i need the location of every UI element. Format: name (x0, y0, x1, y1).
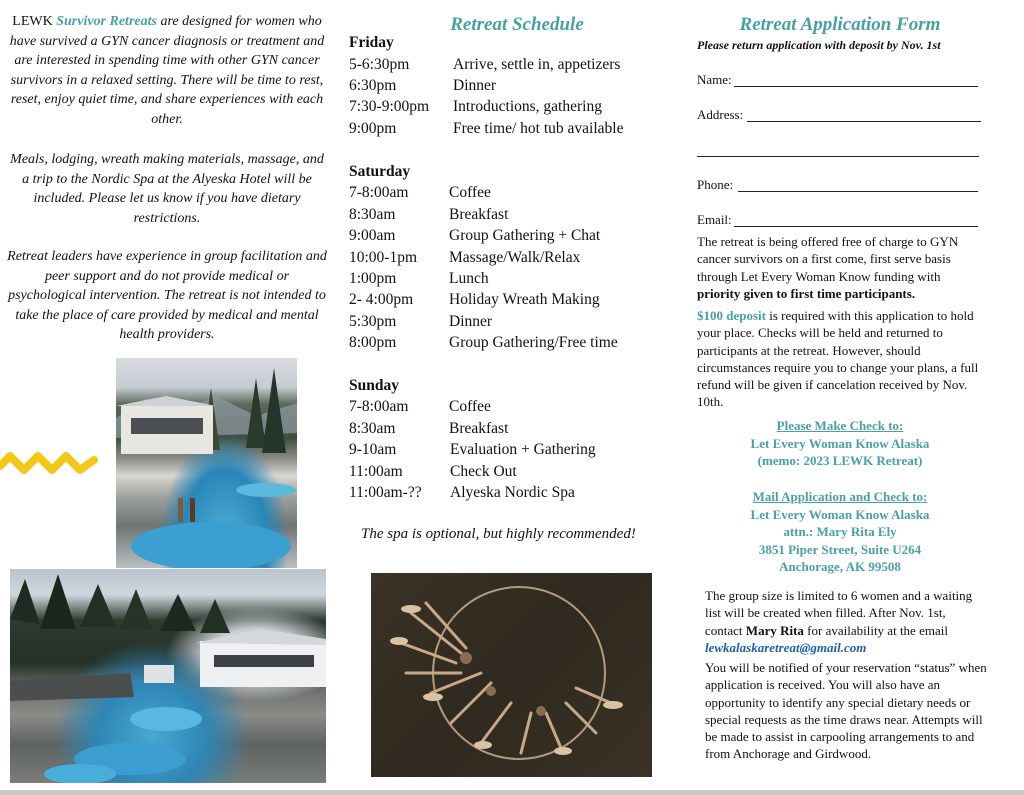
schedule-row (349, 120, 624, 138)
email-field[interactable] (734, 226, 978, 227)
schedule-time: 2- 4:00pm (349, 291, 414, 308)
group-size-paragraph (705, 587, 985, 656)
mail-heading: Mail Application and Check to: (752, 489, 928, 504)
schedule-row (349, 334, 618, 352)
schedule-activity: Holiday Wreath Making (449, 291, 600, 308)
schedule-time: 7-8:00am (349, 184, 409, 201)
spa-note: The spa is optional, but highly recommended! (361, 526, 636, 542)
schedule-row (349, 484, 575, 502)
schedule-time: 11:00am-?? (349, 484, 422, 501)
deposit-label: $100 deposit (697, 308, 766, 323)
intro-text: are designed for women who have survived a GYN cancer diagnosis or treatment and are interested in spending time with other GYN cancer survivors in a relaxed setting. There will be time to rest, reset, enjoy quiet time, and share experiences with each other. (9, 14, 325, 127)
schedule-activity: Arrive, settle in, appetizers (453, 56, 621, 73)
contact-email-link[interactable]: lewkalaskaretreat@gmail.com (705, 639, 867, 655)
address-field-line2[interactable] (697, 156, 979, 157)
schedule-activity: Introductions, gathering (453, 98, 602, 115)
leaders-paragraph: Retreat leaders have experience in group facilitation and peer support and do not provide medical or psychological intervention. The retreat is not intended to take the place of care provided by medical and mental health providers. (7, 249, 327, 342)
schedule-row (349, 56, 621, 74)
name-field[interactable] (734, 86, 978, 87)
schedule-activity: Breakfast (449, 206, 509, 223)
day-heading-sunday: Sunday (349, 377, 399, 394)
schedule-activity: Coffee (449, 398, 491, 415)
check-block (697, 417, 983, 470)
schedule-time: 9:00pm (349, 120, 397, 137)
schedule-activity: Massage/Walk/Relax (449, 249, 581, 266)
mail-attn: attn.: Mary Rita Ely (783, 524, 897, 539)
schedule-row (349, 441, 596, 459)
nordic-spa-pools-photo (10, 569, 326, 783)
schedule-row (349, 227, 601, 245)
form-subtitle: Please return application with deposit by Nov. 1st (697, 38, 941, 52)
schedule-time: 5-6:30pm (349, 56, 410, 73)
schedule-time: 7-8:00am (349, 398, 409, 415)
email-field-label: Email: (697, 212, 732, 227)
schedule-time: 9-10am (349, 441, 397, 458)
schedule-activity: Coffee (449, 184, 491, 201)
schedule-activity: Group Gathering/Free time (449, 334, 618, 351)
schedule-time: 9:00am (349, 227, 396, 244)
schedule-row (349, 291, 600, 309)
schedule-row (349, 98, 602, 116)
intro-lead: LEWK (12, 14, 57, 29)
mail-street: 3851 Piper Street, Suite U264 (758, 541, 922, 557)
brand-name: Survivor Retreats (56, 14, 157, 29)
schedule-activity: Alyeska Nordic Spa (450, 484, 575, 501)
group-text-end: for availability at the email (803, 622, 948, 638)
schedule-time: 6:30pm (349, 77, 397, 94)
schedule-row (349, 206, 509, 224)
schedule-time: 8:30am (349, 420, 396, 437)
schedule-time: 8:00pm (349, 334, 397, 351)
mail-block (697, 488, 983, 576)
schedule-time: 5:30pm (349, 313, 397, 330)
deposit-text: is required with this application to hold your place. Checks will be held and returned to participants at the retreat. However, should circumstances require you to change your plans, a full refund will be given if cancelation received by Nov. 10th. (697, 308, 979, 410)
contact-name: Mary Rita (745, 622, 804, 638)
schedule-time: 7:30-9:00pm (349, 98, 430, 115)
schedule-row (349, 420, 509, 438)
schedule-time: 11:00am (349, 463, 403, 480)
schedule-row (349, 184, 491, 202)
intro-paragraph (6, 12, 328, 129)
schedule-activity: Group Gathering + Chat (449, 227, 601, 244)
phone-field-label: Phone: (697, 177, 734, 192)
deposit-paragraph (697, 307, 981, 411)
free-charge-text: The retreat is being offered free of charge to GYN cancer survivors on a first come, first serve basis through Let Every Woman Know funding with (697, 234, 959, 284)
check-payee: Let Every Woman Know Alaska (750, 435, 930, 451)
name-field-label: Name: (697, 72, 732, 87)
address-field-label: Address: (697, 107, 744, 122)
schedule-row (349, 398, 491, 416)
schedule-activity: Lunch (449, 270, 489, 287)
address-field[interactable] (747, 121, 981, 122)
group-text: The group size is limited to 6 women and a waiting list will be created when filled. After Nov. 1st, contact (705, 588, 973, 638)
priority-text: priority given to first time participants. (697, 285, 916, 301)
check-memo: (memo: 2023 LEWK Retreat) (757, 453, 923, 468)
schedule-activity: Dinner (453, 77, 497, 94)
notify-paragraph: You will be notified of your reservation “status” when application is received. You will also have an opportunity to identify any special dietary needs or special requests as the time draws near. Attempts will be made to assist in carpooling arrangements to and from Anchorage and Girdwood. (705, 660, 987, 762)
schedule-row (349, 77, 497, 95)
schedule-row (349, 463, 517, 481)
schedule-activity: Dinner (449, 313, 493, 330)
schedule-time: 8:30am (349, 206, 396, 223)
form-title: Retreat Application Form (739, 14, 941, 35)
mail-city: Anchorage, AK 99508 (779, 559, 901, 574)
schedule-activity: Check Out (450, 463, 517, 480)
schedule-title: Retreat Schedule (450, 14, 584, 35)
schedule-row (349, 270, 489, 288)
nordic-spa-photo (116, 358, 297, 568)
schedule-row (349, 313, 493, 331)
schedule-row (349, 249, 581, 267)
yellow-squiggle-decoration (0, 444, 100, 480)
free-charge-paragraph (697, 233, 981, 302)
schedule-time: 10:00-1pm (349, 249, 418, 266)
page-bottom-border (0, 790, 1024, 795)
wreath-photo (371, 573, 652, 777)
schedule-activity: Evaluation + Gathering (450, 441, 596, 458)
day-heading-saturday: Saturday (349, 163, 411, 180)
meals-paragraph: Meals, lodging, wreath making materials, massage, and a trip to the Nordic Spa at the Alyeska Hotel will be included. Please let us know if you have dietary restrictions. (10, 152, 324, 226)
check-heading: Please Make Check to: (776, 418, 904, 433)
schedule-time: 1:00pm (349, 270, 397, 287)
day-heading-friday: Friday (349, 34, 394, 51)
schedule-activity: Free time/ hot tub available (453, 120, 624, 137)
phone-field[interactable] (738, 191, 978, 192)
schedule-activity: Breakfast (449, 420, 509, 437)
mail-org: Let Every Woman Know Alaska (750, 506, 930, 522)
